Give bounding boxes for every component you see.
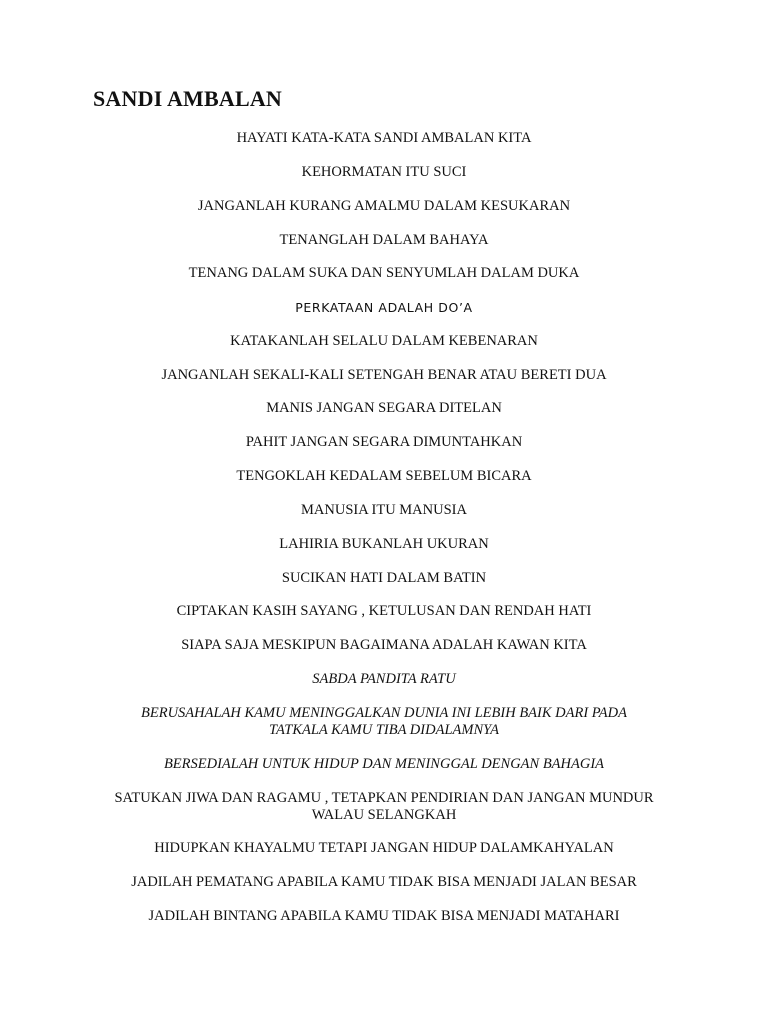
text-line: LAHIRIA BUKANLAH UKURAN [279, 536, 489, 552]
text-line: SABDA PANDITA RATU [312, 671, 456, 687]
text-line: TENGOKLAH KEDALAM SEBELUM BICARA [236, 468, 532, 484]
text-line: TENANG DALAM SUKA DAN SENYUMLAH DALAM DUKA [188, 265, 580, 281]
text-line: JADILAH BINTANG APABILA KAMU TIDAK BISA MENJADI MATAHARI [148, 908, 620, 924]
text-line: TENANGLAH DALAM BAHAYA [279, 232, 489, 248]
text-line: JANGANLAH SEKALI-KALI SETENGAH BENAR ATAU BERETI DUA [161, 367, 607, 383]
text-line: CIPTAKAN KASIH SAYANG , KETULUSAN DAN RENDAH HATI [176, 603, 592, 619]
text-line: SIAPA SAJA MESKIPUN BAGAIMANA ADALAH KAWAN KITA [181, 637, 587, 653]
text-line: TATKALA KAMU TIBA DIDALAMNYA [268, 722, 500, 738]
text-line: BERUSAHALAH KAMU MENINGGALKAN DUNIA INI LEBIH BAIK DARI PADA [141, 705, 627, 721]
text-line: SATUKAN JIWA DAN RAGAMU , TETAPKAN PENDIRIAN DAN JANGAN MUNDUR [114, 790, 654, 806]
document-title: SANDI AMBALAN [93, 86, 283, 111]
text-line: JADILAH PEMATANG APABILA KAMU TIDAK BISA MENJADI JALAN BESAR [131, 874, 637, 890]
text-line: PAHIT JANGAN SEGARA DIMUNTAHKAN [245, 434, 523, 450]
text-line: SUCIKAN HATI DALAM BATIN [281, 570, 487, 586]
text-line: KEHORMATAN ITU SUCI [301, 164, 467, 180]
text-line: HIDUPKAN KHAYALMU TETAPI JANGAN HIDUP DALAMKAHYALAN [154, 840, 614, 856]
text-line: PERKATAAN ADALAH DO’A [295, 300, 473, 315]
text-line: BERSEDIALAH UNTUK HIDUP DAN MENINGGAL DENGAN BAHAGIA [163, 756, 605, 772]
text-line: KATAKANLAH SELALU DALAM KEBENARAN [230, 333, 538, 349]
text-line: MANUSIA ITU MANUSIA [301, 502, 467, 518]
text-line: HAYATI KATA-KATA SANDI AMBALAN KITA [236, 130, 532, 146]
text-line: WALAU SELANGKAH [311, 807, 457, 823]
text-line: JANGANLAH KURANG AMALMU DALAM KESUKARAN [197, 198, 571, 214]
text-line: MANIS JANGAN SEGARA DITELAN [266, 400, 502, 416]
